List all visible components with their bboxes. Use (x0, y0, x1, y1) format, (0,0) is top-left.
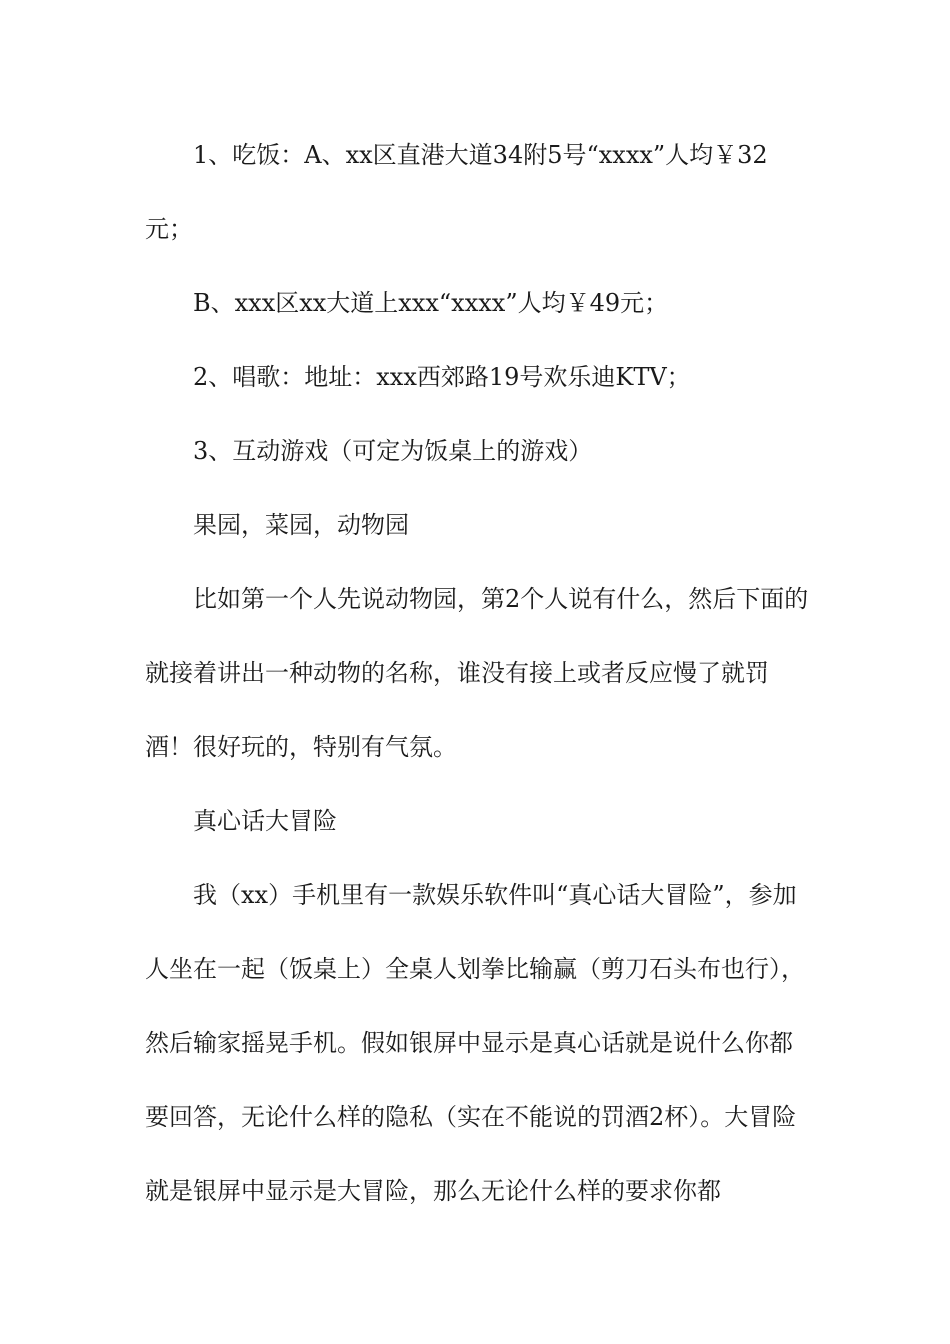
paragraph-game-one-rules: 比如第一个人先说动物园，第2个人说有什么，然后下面的就接着讲出一种动物的名称，谁没有接上或者反应慢了就罚酒！很好玩的，特别有气氛。 (145, 585, 809, 761)
paragraph-singing: 2、唱歌：地址：xxx西郊路19号欢乐迪KTV； (193, 363, 691, 391)
paragraph-game-two-rules: 我（xx）手机里有一款娱乐软件叫“真心话大冒险”，参加人坐在一起（饭桌上）全桌人划拳比输赢（剪刀石头布也行），然后输家摇晃手机。假如银屏中显示是真心话就是说什么你都要回答，无论什么样的隐私（实在不能说的罚酒2杯）。大冒险就是银屏中显示是大冒险，那么无论什么样的要求你都 (145, 881, 805, 1205)
paragraph-games-heading: 3、互动游戏（可定为饭桌上的游戏） (193, 437, 593, 465)
paragraph-dining-option-b: B、xxx区xx大道上xxx“xxxx”人均￥49元； (193, 289, 669, 317)
paragraph-game-one-title: 果园，菜园，动物园 (193, 511, 409, 539)
paragraph-dining-option-a: 1、吃饭：A、xx区直港大道34附5号“xxxx”人均￥32元； (145, 141, 768, 243)
paragraph-game-two-title: 真心话大冒险 (193, 807, 337, 835)
